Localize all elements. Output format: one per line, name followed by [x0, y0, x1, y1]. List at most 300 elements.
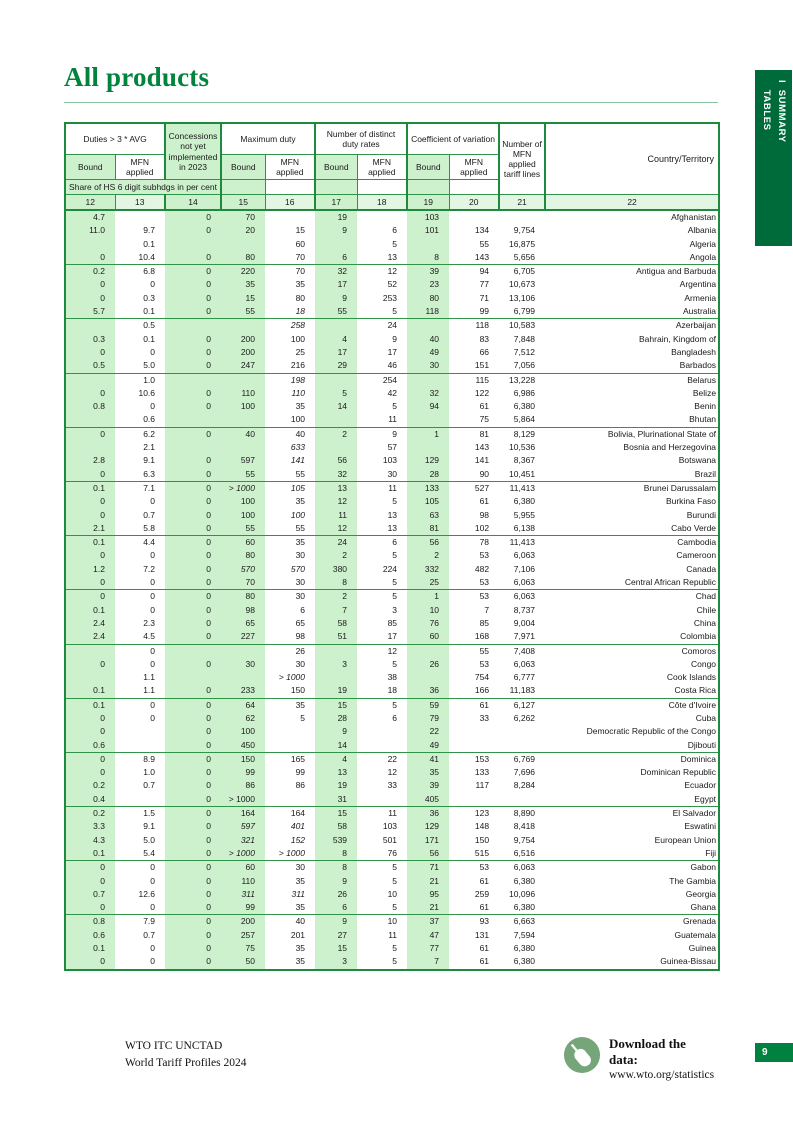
cell-col20 [449, 725, 499, 738]
cell-col19: 41 [429, 753, 440, 764]
header-concessions: Concessions not yet implemented in 2023 [165, 123, 221, 180]
cell-col20: 61 [479, 875, 490, 886]
cell-col12: 0 [100, 428, 105, 439]
cell-col15: 110 [241, 875, 256, 886]
table-row [65, 712, 719, 725]
cell-col15: 70 [221, 576, 265, 590]
cell-col13: 7.9 [143, 916, 156, 927]
cell-col19: 95 [429, 888, 440, 899]
subheader-bound-12: Bound [65, 155, 115, 180]
cell-col20: 143 [474, 442, 490, 453]
table-row [65, 942, 719, 955]
table-row [65, 766, 719, 779]
cell-col19: 36 [407, 684, 449, 698]
table-row [65, 590, 719, 604]
cell-col20: 150 [474, 834, 490, 845]
header-group-row [65, 123, 719, 155]
cell-col20: 53 [479, 550, 490, 561]
cell-col18: 10 [387, 888, 398, 899]
country-cell: Algeria [689, 238, 717, 249]
subheader-bound-19: Bound [407, 155, 449, 180]
cell-col14: 0 [206, 862, 212, 873]
cell-col15: 64 [245, 699, 256, 710]
cell-col19 [407, 319, 449, 333]
cell-col21: 7,106 [513, 563, 536, 574]
cell-col17 [315, 238, 357, 251]
cell-col18: 12 [387, 645, 398, 656]
cell-col13: 4.5 [115, 630, 165, 644]
share-empty-19 [407, 180, 449, 195]
cell-col21: 8,737 [513, 604, 536, 615]
cell-col16: 35 [295, 401, 306, 412]
cell-col21: 11,413 [509, 482, 536, 493]
cell-col17: 9 [342, 916, 348, 927]
cell-col21: 6,380 [499, 955, 545, 969]
cell-col14: 0 [206, 834, 212, 845]
table-row [65, 454, 719, 467]
cell-col15: 99 [221, 901, 265, 915]
cell-col21 [499, 210, 545, 224]
table-row [65, 468, 719, 482]
cell-col16 [265, 725, 315, 738]
cell-col13: 0.1 [115, 305, 165, 319]
cell-col17: 51 [315, 630, 357, 644]
table-row [65, 671, 719, 684]
cell-col13: 0.1 [143, 333, 156, 344]
country-cell: Guinea [688, 943, 717, 954]
cell-col18 [357, 739, 407, 753]
cell-col13: 10.4 [115, 251, 165, 265]
cell-col12: 0.2 [93, 808, 105, 819]
colnum-14: 14 [165, 195, 221, 211]
cell-col21: 16,875 [509, 238, 536, 249]
cell-col18: 5 [392, 591, 398, 602]
cell-col14: 0 [206, 916, 212, 927]
cell-col14: 0 [206, 266, 212, 277]
cell-col13: 0 [150, 862, 156, 873]
table-row [65, 441, 719, 454]
cell-col13: 2.3 [143, 617, 156, 628]
cell-col17: 19 [337, 780, 348, 791]
cell-col19: 129 [424, 821, 440, 832]
cell-col18: 22 [387, 753, 398, 764]
cell-col17: 2 [342, 550, 348, 561]
cell-col21: 6,127 [513, 699, 536, 710]
cell-col12: 2.1 [65, 522, 115, 536]
cell-col17: 17 [337, 346, 348, 357]
cell-col15: 200 [240, 346, 256, 357]
cell-col16: 633 [290, 442, 306, 453]
cell-col12: 0 [100, 292, 105, 303]
cell-col21: 5,656 [499, 251, 545, 265]
footer-org: WTO ITC UNCTAD [125, 1040, 223, 1052]
cell-col13: 0.6 [115, 413, 165, 427]
colnum-22: 22 [545, 195, 719, 211]
cell-col20: 93 [479, 916, 490, 927]
country-cell: Djibouti [545, 739, 719, 753]
cell-col21: 13,228 [509, 374, 536, 385]
cell-col13: 5.0 [143, 834, 156, 845]
cell-col20: 61 [479, 943, 490, 954]
cell-col15: 227 [221, 630, 265, 644]
table-row [65, 549, 719, 562]
cell-col20: 53 [479, 658, 490, 669]
cell-col21: 6,769 [513, 753, 536, 764]
cell-col15: 55 [221, 305, 265, 319]
cell-col18: 224 [382, 563, 398, 574]
cell-col12: 0 [100, 591, 105, 602]
cell-col16: 35 [265, 955, 315, 969]
cell-col16: 152 [290, 834, 306, 845]
cell-col12: 0.6 [65, 739, 115, 753]
cell-col13: 0 [150, 604, 156, 615]
country-cell: Brunei Darussalam [643, 482, 717, 493]
country-cell: Cameroon [676, 550, 717, 561]
cell-col18: 13 [387, 509, 398, 520]
cell-col15: 257 [240, 929, 256, 940]
cell-col21: 6,986 [513, 387, 536, 398]
section-tab-line2: TABLES [760, 80, 772, 131]
cell-col19: 39 [429, 266, 440, 277]
table-row [65, 413, 719, 427]
cell-col17 [315, 644, 357, 658]
cell-col14: 0 [206, 658, 212, 669]
cell-col17: 9 [342, 292, 348, 303]
cell-col12: 2.8 [93, 455, 105, 466]
cell-col14 [165, 441, 221, 454]
cell-col12: 0 [100, 387, 105, 398]
table-row [65, 644, 719, 658]
cell-col12: 0 [65, 576, 115, 590]
cell-col13: 0 [150, 591, 156, 602]
cell-col19: 22 [429, 726, 440, 737]
cell-col12: 0.1 [93, 537, 105, 548]
country-cell: Guatemala [674, 929, 717, 940]
cell-col17: 58 [337, 821, 348, 832]
cell-col14: 0 [206, 767, 212, 778]
cell-col20: 61 [479, 496, 490, 507]
cell-col13: 5.8 [115, 522, 165, 536]
cell-col19: 77 [429, 943, 440, 954]
cell-col16: 201 [290, 929, 306, 940]
cell-col18: 17 [387, 346, 398, 357]
country-cell: The Gambia [669, 875, 717, 886]
cell-col18: 5 [357, 955, 407, 969]
cell-col21: 6,516 [499, 847, 545, 861]
cell-col19: 105 [424, 496, 440, 507]
cell-col16: > 1000 [278, 672, 306, 683]
cell-col18: 13 [357, 251, 407, 265]
cell-col19: 59 [429, 699, 440, 710]
cell-col21 [499, 739, 545, 753]
cell-col17: 32 [337, 266, 348, 277]
share-empty-16 [265, 180, 315, 195]
cell-col14 [165, 644, 221, 658]
cell-col12 [65, 671, 115, 684]
cell-col14: 0 [206, 929, 212, 940]
cell-col21: 6,063 [513, 862, 536, 873]
cell-col12: 0.6 [93, 929, 105, 940]
cell-col12: 0.8 [93, 916, 105, 927]
country-cell: Cambodia [677, 537, 717, 548]
table-row [65, 847, 719, 861]
cell-col16: 100 [290, 333, 306, 344]
cell-col12: 0 [100, 550, 105, 561]
table-row [65, 305, 719, 319]
cell-col17: 17 [337, 279, 348, 290]
download-text [609, 1036, 714, 1083]
table-row [65, 955, 719, 969]
cell-col17: 12 [315, 522, 357, 536]
country-cell: Benin [694, 401, 717, 412]
cell-col19: 81 [407, 522, 449, 536]
table-row [65, 481, 719, 495]
cell-col12: 0 [100, 712, 105, 723]
cell-col20: 75 [449, 413, 499, 427]
cell-col14 [165, 671, 221, 684]
cell-col17: 19 [315, 684, 357, 698]
table-row [65, 929, 719, 942]
cell-col14: 0 [206, 482, 212, 493]
cell-col16: 570 [290, 563, 306, 574]
cell-col15: > 1000 [228, 482, 256, 493]
cell-col12: 0.1 [93, 604, 105, 615]
footer-publication: World Tariff Profiles 2024 [125, 1057, 247, 1070]
colnum-15: 15 [221, 195, 265, 211]
cell-col13: 7.2 [143, 563, 156, 574]
share-empty-15 [221, 180, 265, 195]
cell-col16: 30 [295, 862, 306, 873]
cell-col21: 6,777 [513, 672, 536, 683]
cell-col19: 47 [429, 929, 440, 940]
cell-col16: 258 [290, 320, 306, 331]
cell-col17: 15 [337, 808, 348, 819]
cell-col15: 62 [245, 712, 256, 723]
cell-col21: 8,367 [513, 455, 536, 466]
cell-col17: 9 [342, 875, 348, 886]
cell-col20: 134 [474, 225, 490, 236]
cell-col16: 150 [265, 684, 315, 698]
cell-col21: 5,955 [513, 509, 536, 520]
cell-col16: 30 [295, 658, 306, 669]
cell-col21: 7,971 [499, 630, 545, 644]
country-cell: Democratic Republic of the Congo [586, 726, 717, 737]
country-cell: Dominica [680, 753, 717, 764]
cell-col16: 311 [291, 888, 306, 899]
cell-col20: 55 [479, 645, 490, 656]
country-cell: Chad [695, 591, 717, 602]
cell-col19: 101 [424, 225, 440, 236]
cell-col14: 0 [206, 212, 212, 222]
cell-col17: 11 [338, 509, 348, 520]
cell-col19: 56 [429, 537, 440, 548]
cell-col13: 6.2 [143, 428, 156, 439]
cell-col21: 6,380 [513, 875, 536, 886]
country-cell: Armenia [684, 292, 717, 303]
cell-col15: 597 [240, 455, 256, 466]
cell-col14: 0 [206, 455, 212, 466]
cell-col19: 49 [407, 739, 449, 753]
cell-col15 [221, 319, 265, 333]
cell-col19: 1 [434, 428, 440, 439]
cell-col18: 5 [392, 238, 398, 249]
cell-col18: 253 [382, 292, 398, 303]
cell-col17: 6 [315, 251, 357, 265]
download-url[interactable]: www.wto.org/statistics [609, 1069, 715, 1082]
cell-col19: 30 [407, 359, 449, 373]
cell-col15: 15 [245, 292, 256, 303]
cell-col20: 61 [479, 401, 490, 412]
cell-col18: 5 [392, 550, 398, 561]
cell-col20: 143 [449, 251, 499, 265]
cell-col18: 12 [387, 266, 398, 277]
cell-col15: 220 [240, 266, 256, 277]
cell-col21: 8,890 [513, 808, 536, 819]
cell-col18: 5 [357, 901, 407, 915]
cell-col12: 0 [100, 346, 105, 357]
cell-col20: 53 [449, 576, 499, 590]
cell-col19: 63 [429, 509, 440, 520]
cell-col13: 10.6 [138, 387, 156, 398]
cell-col21: 5,864 [499, 413, 545, 427]
cell-col18: 76 [357, 847, 407, 861]
cell-col15: 450 [221, 739, 265, 753]
cell-col15: 55 [221, 468, 265, 482]
cell-col15: 65 [245, 617, 256, 628]
cell-col21: 6,063 [513, 550, 536, 561]
cell-col18: 9 [392, 428, 398, 439]
country-cell: Burkina Faso [665, 496, 717, 507]
cell-col16 [265, 793, 315, 807]
cell-col19: 32 [429, 387, 440, 398]
table-row [65, 387, 719, 400]
cell-col21: 10,583 [509, 320, 536, 331]
cell-col19 [407, 644, 449, 658]
cell-col16: 35 [295, 279, 306, 290]
cell-col17: 58 [337, 617, 348, 628]
table-row [65, 604, 719, 617]
cell-col16: 164 [290, 808, 306, 819]
cell-col17: 2 [342, 591, 348, 602]
cell-col15: 311 [241, 888, 256, 899]
cell-col14: 0 [206, 726, 212, 737]
cell-col21: 9,754 [513, 225, 536, 236]
cell-col14: 0 [206, 875, 212, 886]
cell-col12: 1.2 [93, 563, 105, 574]
cell-col20: 99 [449, 305, 499, 319]
cell-col17: 13 [337, 482, 348, 493]
cell-col12: 4.7 [93, 212, 105, 222]
cell-col14: 0 [206, 387, 212, 398]
cell-col14: 0 [165, 359, 221, 373]
cell-col21: 8,129 [513, 428, 536, 439]
table-row [65, 658, 719, 671]
cell-col16: 30 [265, 576, 315, 590]
cell-col15: 570 [240, 563, 256, 574]
cell-col18: 6 [392, 712, 398, 723]
cell-col16: 55 [265, 468, 315, 482]
cell-col21: 7,696 [513, 767, 536, 778]
cell-col13 [115, 739, 165, 753]
country-cell: Cook Islands [666, 672, 717, 683]
cell-col20: 55 [479, 238, 490, 249]
cell-col13: 1.0 [143, 767, 156, 778]
country-cell: Burundi [686, 509, 717, 520]
cell-col12: 2.4 [93, 617, 105, 628]
share-note: Share of HS 6 digit subhdgs in per cent [65, 180, 221, 195]
cell-col17: 27 [337, 929, 348, 940]
cell-col16: 35 [295, 699, 306, 710]
cell-col13: 6.8 [143, 266, 156, 277]
cell-col15: 35 [245, 279, 256, 290]
table-row [65, 536, 719, 550]
colnum-21: 21 [499, 195, 545, 211]
cell-col17: 2 [342, 428, 348, 439]
cell-col15: 40 [245, 428, 256, 439]
cell-col19: 76 [429, 617, 440, 628]
cell-col21: 10,096 [509, 888, 536, 899]
table-row [65, 793, 719, 807]
cell-col16: 15 [295, 225, 306, 236]
country-cell: Egypt [545, 793, 719, 807]
cell-col20: 61 [449, 955, 499, 969]
table-row [65, 861, 719, 875]
cell-col21: 10,451 [499, 468, 545, 482]
cell-col19: 103 [424, 212, 440, 222]
cell-col20: 102 [449, 522, 499, 536]
cell-col13: 0 [115, 901, 165, 915]
table-row [65, 875, 719, 888]
cell-col17: 14 [337, 401, 348, 412]
cell-col21: 6,380 [513, 401, 536, 412]
cell-col20: 53 [479, 591, 490, 602]
cell-col12 [65, 644, 115, 658]
cell-col15: 100 [240, 401, 256, 412]
cell-col16: 6 [300, 604, 306, 615]
cell-col17: 26 [337, 888, 348, 899]
cell-col14: 0 [206, 292, 212, 303]
cell-col17: 29 [315, 359, 357, 373]
cell-col20: 33 [479, 712, 490, 723]
cell-col15: 80 [221, 251, 265, 265]
cell-col15: 150 [240, 753, 256, 764]
cell-col16: 198 [290, 374, 306, 385]
country-cell: Colombia [545, 630, 719, 644]
cell-col21: 13,106 [509, 292, 536, 303]
country-cell: European Union [654, 834, 717, 845]
cell-col16: 401 [290, 821, 306, 832]
cell-col16: 70 [295, 266, 306, 277]
subheader-mfn-18: MFN applied [357, 155, 407, 180]
cell-col13: 9.1 [143, 455, 156, 466]
cell-col13: 1.1 [143, 672, 156, 683]
table-row [65, 319, 719, 333]
cell-col12: 0.1 [93, 699, 105, 710]
country-cell: Albania [687, 225, 717, 236]
cell-col14: 0 [206, 780, 212, 791]
cell-col14 [165, 373, 221, 387]
cell-col18: 11 [388, 482, 398, 493]
cell-col17: 8 [315, 847, 357, 861]
cell-col15: 164 [240, 808, 256, 819]
table-row [65, 400, 719, 413]
cell-col20: 168 [449, 630, 499, 644]
cell-col15: 98 [245, 604, 256, 615]
cell-col17 [315, 441, 357, 454]
cell-col13: 6.3 [115, 468, 165, 482]
cell-col16: 40 [295, 916, 306, 927]
cell-col16: 30 [295, 591, 306, 602]
